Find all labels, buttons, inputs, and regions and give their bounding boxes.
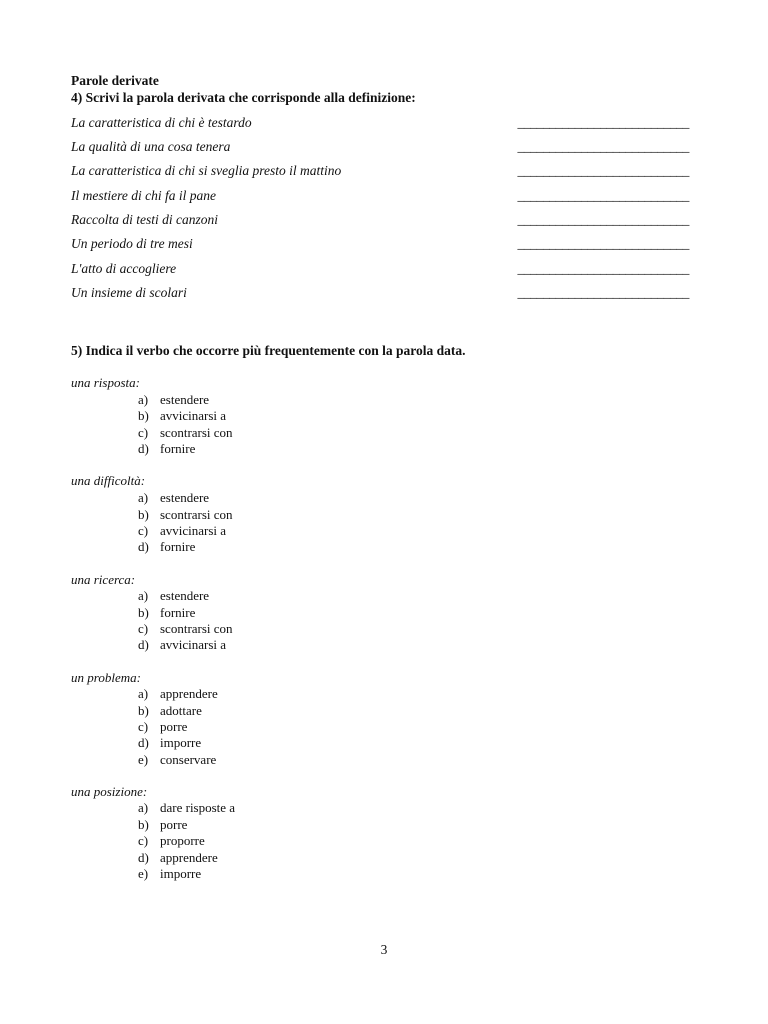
definition-text: Un insieme di scolari [71,285,187,300]
option-item[interactable] [138,441,195,457]
option-text: conservare [160,752,217,767]
option-item[interactable] [138,392,209,408]
option-item[interactable] [138,719,187,735]
answer-blank[interactable]: ___________________________ [517,188,689,203]
answer-blank[interactable]: ___________________________ [517,139,689,154]
option-text: scontrarsi con [160,425,233,440]
option-letter: d) [138,637,149,652]
option-letter: c) [138,523,149,538]
option-item[interactable] [138,605,195,621]
option-text: adottare [160,703,202,718]
answer-blank[interactable]: ___________________________ [517,261,689,276]
option-text: avvicinarsi a [160,523,227,538]
option-letter: b) [138,703,149,718]
given-word: una risposta: [71,375,140,390]
option-text: fornire [160,539,196,554]
option-letter: a) [138,686,149,701]
option-item[interactable] [138,735,201,751]
option-item[interactable] [138,425,233,441]
option-text: estendere [160,392,210,407]
option-item[interactable] [138,833,205,849]
option-letter: c) [138,719,149,734]
definition-row [71,115,689,135]
option-text: proporre [160,833,205,848]
option-letter: b) [138,605,149,620]
option-text: scontrarsi con [160,507,233,522]
page-number: 3 [380,942,388,957]
definition-row [71,212,689,232]
option-letter: a) [138,490,149,505]
option-text: scontrarsi con [160,621,233,636]
option-letter: b) [138,507,149,522]
option-letter: d) [138,850,149,865]
option-item[interactable] [138,523,226,539]
option-text: estendere [160,490,210,505]
answer-blank[interactable]: ___________________________ [517,285,689,300]
definition-row [71,139,689,159]
exercise-5-title: 5) Indica il verbo che occorre più frequentemente con la parola data. [71,343,466,358]
answer-blank[interactable]: ___________________________ [517,236,689,251]
option-item[interactable] [138,621,233,637]
option-letter: d) [138,441,149,456]
answer-blank[interactable]: ___________________________ [517,115,689,130]
definition-text: La caratteristica di chi si sveglia presto il mattino [71,163,342,178]
option-letter: d) [138,539,149,554]
option-item[interactable] [138,800,235,816]
option-letter: e) [138,752,149,767]
option-text: imporre [160,735,202,750]
option-text: fornire [160,605,196,620]
option-item[interactable] [138,703,202,719]
definition-row [71,285,689,305]
option-text: estendere [160,588,210,603]
option-text: avvicinarsi a [160,408,227,423]
option-item[interactable] [138,686,218,702]
definition-text: La qualità di una cosa tenera [71,139,231,154]
option-item[interactable] [138,588,209,604]
definition-text: Raccolta di testi di canzoni [71,212,218,227]
definition-row [71,261,689,281]
given-word: una difficoltà: [71,473,146,488]
answer-blank[interactable]: ___________________________ [517,163,689,178]
option-letter: b) [138,817,149,832]
definition-row [71,188,689,208]
option-text: fornire [160,441,196,456]
option-letter: b) [138,408,149,423]
option-letter: a) [138,588,149,603]
option-text: dare risposte a [160,800,236,815]
option-item[interactable] [138,408,226,424]
given-word: una ricerca: [71,572,136,587]
definition-row [71,163,689,183]
option-text: avvicinarsi a [160,637,227,652]
option-item[interactable] [138,507,233,523]
option-letter: a) [138,800,149,815]
option-item[interactable] [138,637,226,653]
exercise-4-title: 4) Scrivi la parola derivata che corrisponde alla definizione: [71,90,416,105]
definition-text: Un periodo di tre mesi [71,236,193,251]
option-item[interactable] [138,490,209,506]
option-letter: c) [138,833,149,848]
option-letter: c) [138,621,149,636]
definition-text: La caratteristica di chi è testardo [71,115,252,130]
answer-blank[interactable]: ___________________________ [517,212,689,227]
option-item[interactable] [138,817,187,833]
option-letter: e) [138,866,149,881]
option-item[interactable] [138,752,216,768]
option-letter: d) [138,735,149,750]
given-word: una posizione: [71,784,148,799]
definition-text: L'atto di accogliere [71,261,177,276]
option-text: imporre [160,866,202,881]
section-heading: Parole derivate [71,73,159,88]
given-word: un problema: [71,670,141,685]
option-item[interactable] [138,539,195,555]
option-text: apprendere [160,850,218,865]
option-text: apprendere [160,686,218,701]
option-text: porre [160,817,188,832]
option-text: porre [160,719,188,734]
definition-text: Il mestiere di chi fa il pane [71,188,216,203]
option-letter: a) [138,392,149,407]
option-item[interactable] [138,866,201,882]
option-letter: c) [138,425,149,440]
definition-row [71,236,689,256]
option-item[interactable] [138,850,218,866]
